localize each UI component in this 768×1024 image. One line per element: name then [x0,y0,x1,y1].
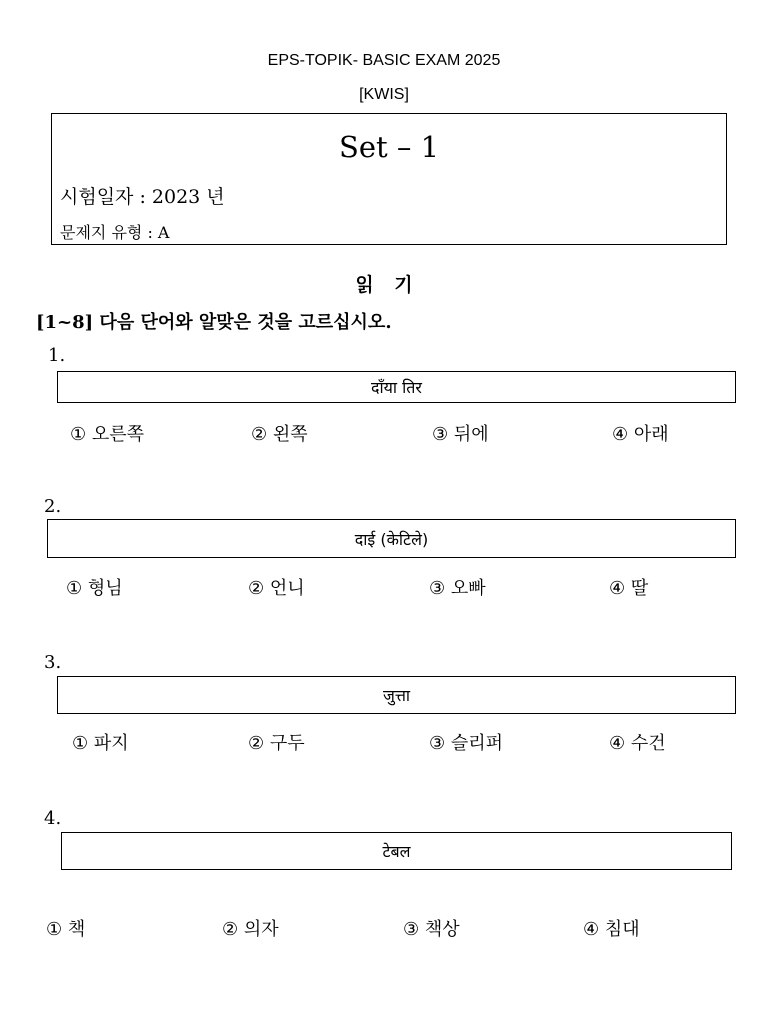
question-word-box [57,676,736,714]
question-number: 4. [44,808,62,829]
section-instruction: [1~8] 다음 단어와 알맞은 것을 고르십시오. [36,312,392,333]
exam-title: EPS-TOPIK- BASIC EXAM 2025 [267,52,501,69]
exam-info-box [51,113,727,245]
option-2[interactable]: ② 구두 [248,733,305,754]
option-3[interactable]: ③ 뒤에 [432,424,489,445]
question-word: दाँया तिर [371,378,422,397]
option-2[interactable]: ② 의자 [222,919,279,940]
option-1[interactable]: ① 책 [46,919,86,940]
option-4[interactable]: ④ 아래 [612,424,669,445]
option-1[interactable]: ① 파지 [72,733,129,754]
option-2[interactable]: ② 왼쪽 [251,424,308,445]
option-3[interactable]: ③ 오빠 [429,578,486,599]
question-word: टेबल [382,842,411,861]
question-word: जुत्ता [382,686,411,705]
paper-type: 문제지 유형 : A [60,223,170,242]
question-word: दाई (केटिले) [354,529,429,549]
option-4[interactable]: ④ 딸 [609,578,649,599]
option-2[interactable]: ② 언니 [248,578,305,599]
question-word-box [47,519,736,558]
exam-date: 시험일자 : 2023 년 [60,186,225,208]
option-3[interactable]: ③ 슬리퍼 [429,733,504,754]
question-number: 1. [48,345,66,366]
option-1[interactable]: ① 형님 [66,578,123,599]
option-4[interactable]: ④ 침대 [583,919,640,940]
set-title: Set – 1 [338,130,440,164]
question-word-box [61,832,732,870]
option-3[interactable]: ③ 책상 [403,919,460,940]
question-word-box [57,371,736,403]
exam-organization: [KWIS] [359,86,409,103]
question-number: 3. [44,652,62,673]
question-number: 2. [44,496,62,517]
option-1[interactable]: ① 오른쪽 [70,424,145,445]
option-4[interactable]: ④ 수건 [609,733,666,754]
section-title: 읽 기 [355,274,413,296]
